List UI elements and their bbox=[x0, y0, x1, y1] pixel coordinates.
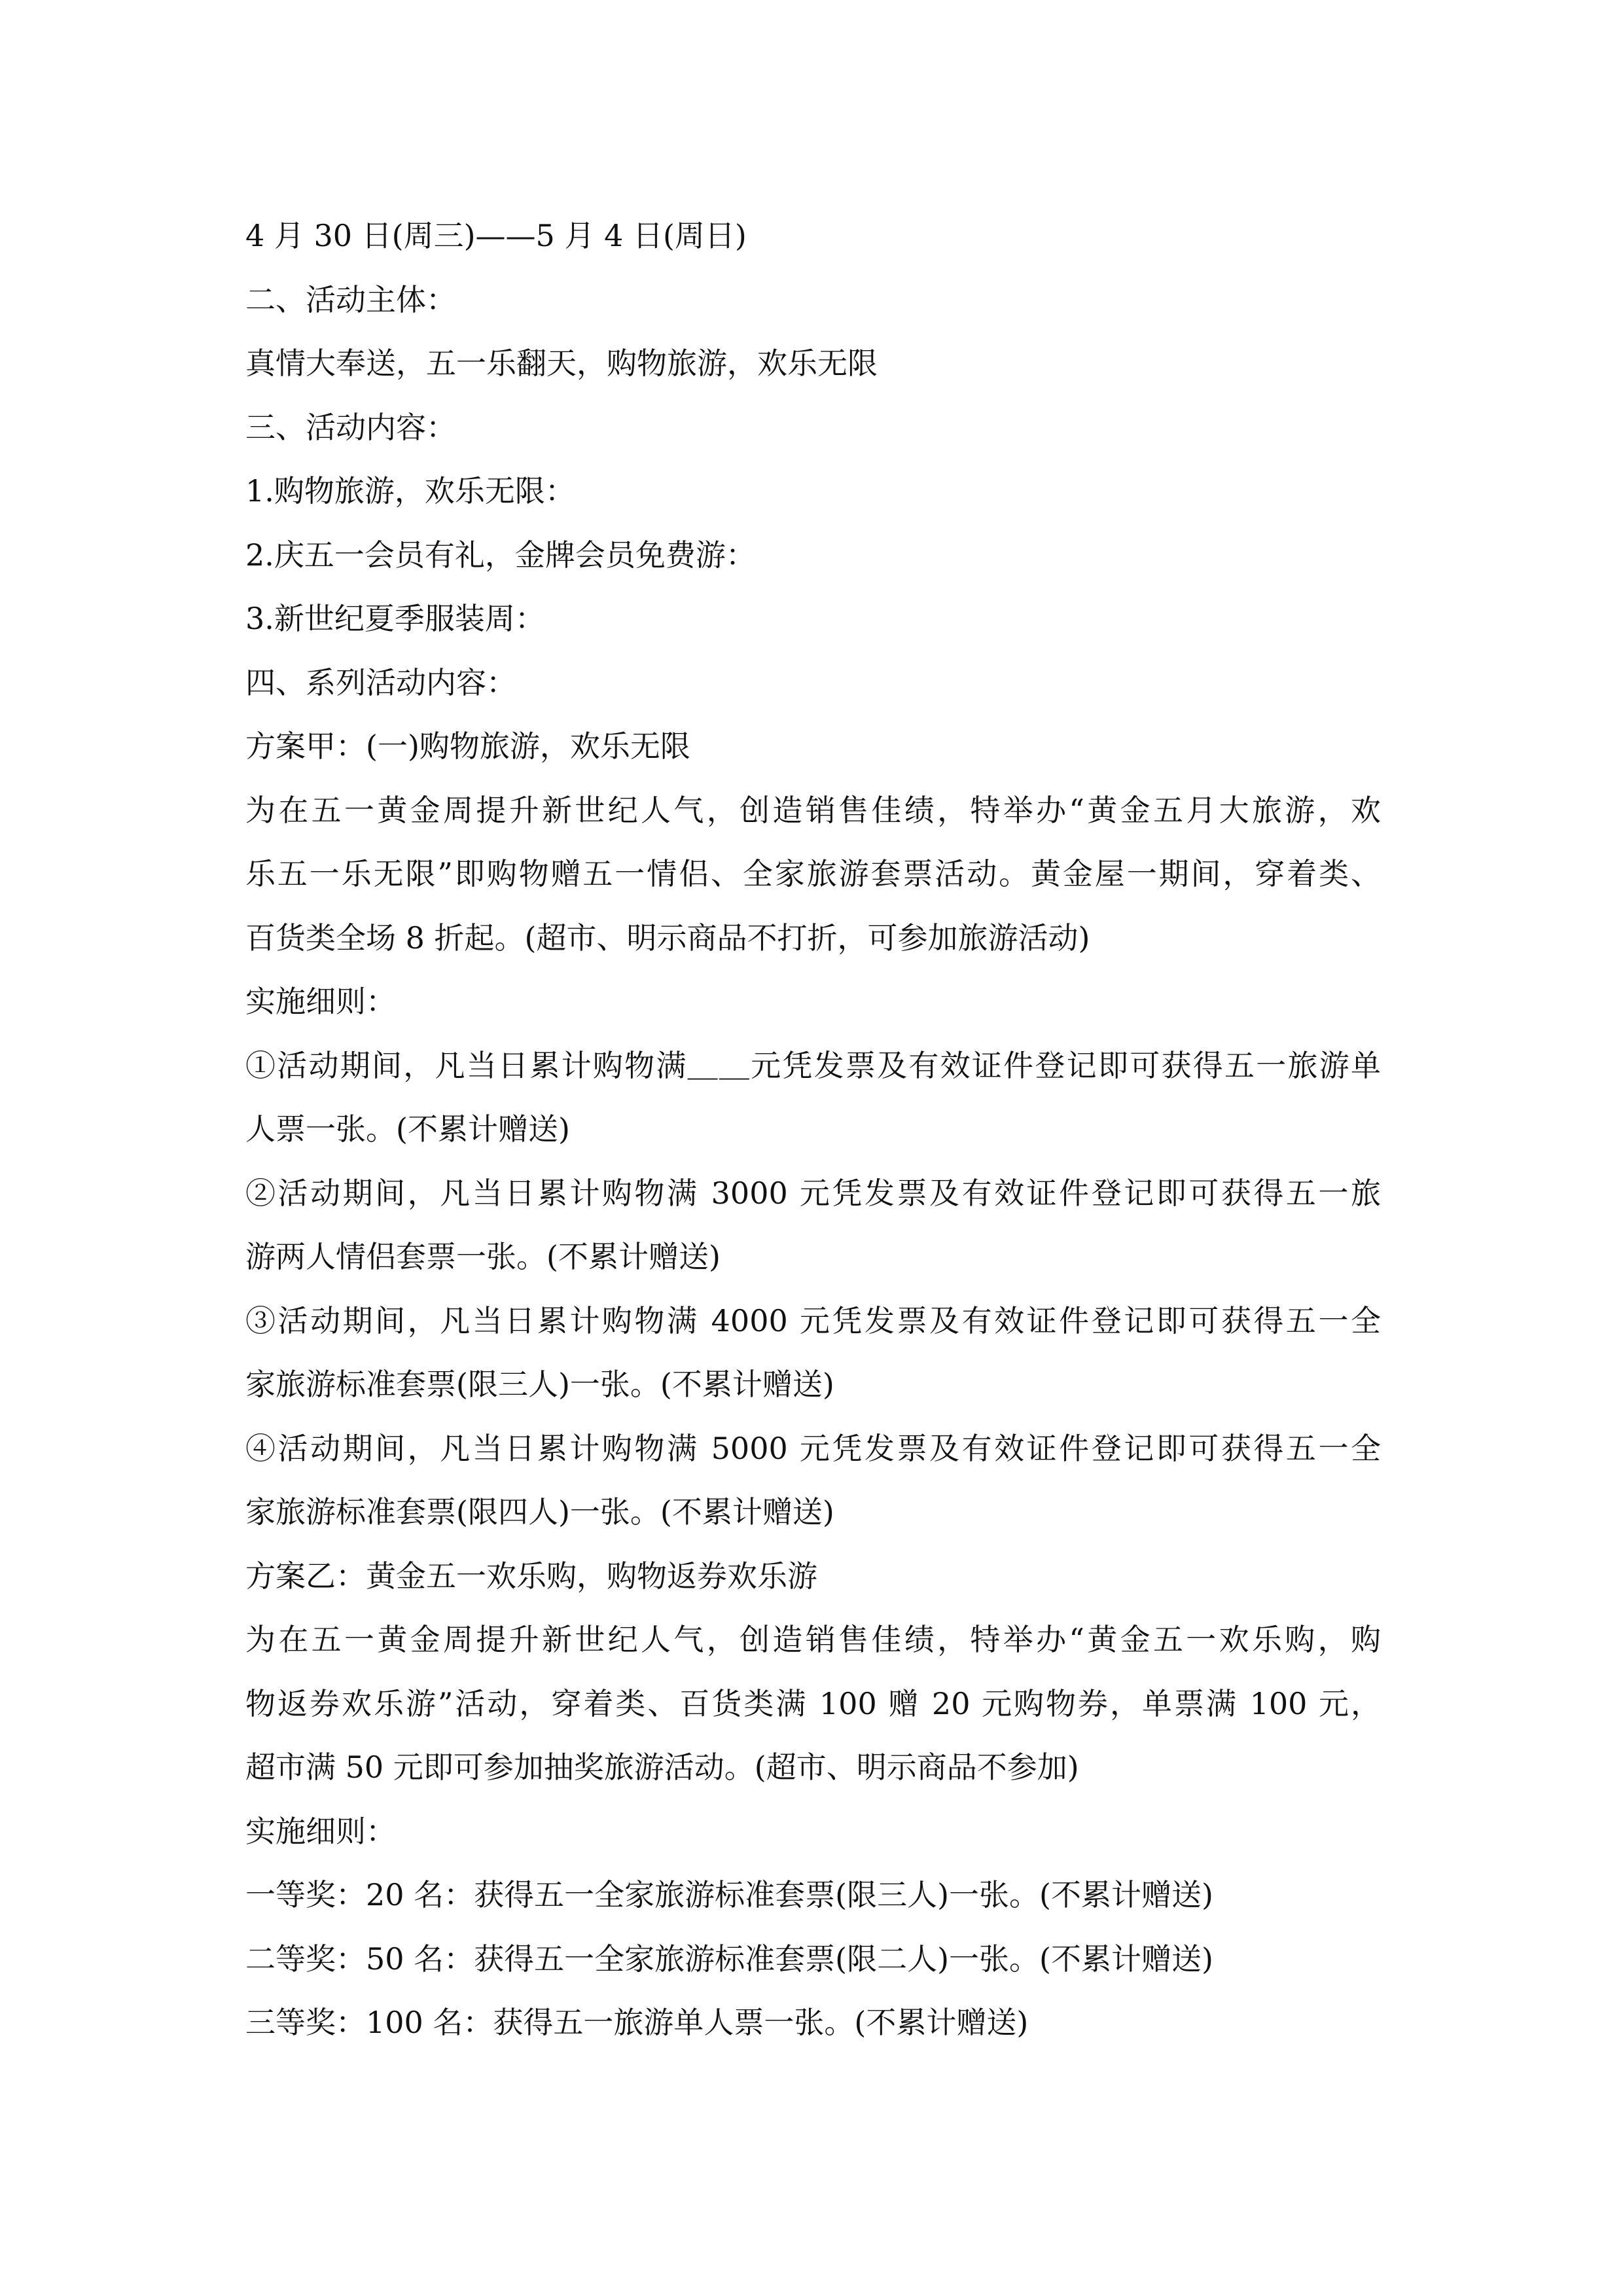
rule-4-line-1: ④活动期间，凡当日累计购物满 5000 元凭发票及有效证件登记即可获得五一全 bbox=[245, 1430, 1381, 1466]
prize-second: 二等奖：50 名：获得五一全家旅游标准套票(限二人)一张。(不累计赠送) bbox=[245, 1941, 1213, 1977]
plan-b-paragraph bbox=[245, 1608, 1381, 1800]
rule-3-line-2: 家旅游标准套票(限三人)一张。(不累计赠送) bbox=[245, 1367, 834, 1402]
subject-text: 真情大奉送，五一乐翻天，购物旅游，欢乐无限 bbox=[245, 346, 878, 381]
plan-a-line-2: 乐五一乐无限”即购物赠五一情侣、全家旅游套票活动。黄金屋一期间，穿着类、 bbox=[245, 856, 1381, 891]
plan-b-line-1: 为在五一黄金周提升新世纪人气，创造销售佳绩，特举办“黄金五一欢乐购，购 bbox=[245, 1622, 1381, 1657]
plan-b-heading: 方案乙：黄金五一欢乐购，购物返券欢乐游 bbox=[245, 1558, 817, 1594]
plan-b-rules-heading: 实施细则： bbox=[245, 1813, 396, 1849]
content-item-3: 3.新世纪夏季服装周： bbox=[245, 601, 545, 636]
section-heading-subject: 二、活动主体： bbox=[245, 281, 456, 317]
content-item-2: 2.庆五一会员有礼，金牌会员免费游： bbox=[245, 537, 756, 573]
rule-4-paragraph bbox=[245, 1417, 1381, 1545]
prize-first: 一等奖：20 名：获得五一全家旅游标准套票(限三人)一张。(不累计赠送) bbox=[245, 1877, 1213, 1912]
rule-1-line-1: ①活动期间，凡当日累计购物满＿＿元凭发票及有效证件登记即可获得五一旅游单 bbox=[245, 1047, 1381, 1083]
plan-b-line-3: 超市满 50 元即可参加抽奖旅游活动。(超市、明示商品不参加) bbox=[245, 1749, 1079, 1785]
plan-a-heading: 方案甲：(一)购物旅游，欢乐无限 bbox=[245, 728, 690, 764]
plan-a-paragraph bbox=[245, 779, 1381, 971]
rule-4-line-2: 家旅游标准套票(限四人)一张。(不累计赠送) bbox=[245, 1494, 834, 1530]
document-body bbox=[245, 204, 1381, 2055]
section-heading-series: 四、系列活动内容： bbox=[245, 664, 516, 700]
date-range-line: 4 月 30 日(周三)——5 月 4 日(周日) bbox=[245, 218, 747, 253]
rule-3-paragraph bbox=[245, 1289, 1381, 1417]
rule-2-line-2: 游两人情侣套票一张。(不累计赠送) bbox=[245, 1239, 721, 1274]
plan-a-line-3: 百货类全场 8 折起。(超市、明示商品不打折，可参加旅游活动) bbox=[245, 920, 1090, 956]
plan-a-line-1: 为在五一黄金周提升新世纪人气，创造销售佳绩，特举办“黄金五月大旅游，欢 bbox=[245, 792, 1381, 828]
rule-3-line-1: ③活动期间，凡当日累计购物满 4000 元凭发票及有效证件登记即可获得五一全 bbox=[245, 1302, 1381, 1338]
section-heading-content: 三、活动内容： bbox=[245, 409, 456, 445]
content-item-1: 1.购物旅游，欢乐无限： bbox=[245, 473, 575, 509]
rule-2-line-1: ②活动期间，凡当日累计购物满 3000 元凭发票及有效证件登记即可获得五一旅 bbox=[245, 1175, 1381, 1211]
prize-third: 三等奖：100 名：获得五一旅游单人票一张。(不累计赠送) bbox=[245, 2005, 1029, 2040]
plan-a-rules-heading: 实施细则： bbox=[245, 984, 396, 1019]
plan-b-line-2: 物返券欢乐游”活动，穿着类、百货类满 100 赠 20 元购物券，单票满 100 元， bbox=[245, 1685, 1381, 1721]
rule-1-line-2: 人票一张。(不累计赠送) bbox=[245, 1111, 570, 1147]
rule-2-paragraph bbox=[245, 1162, 1381, 1289]
rule-1-paragraph bbox=[245, 1034, 1381, 1162]
